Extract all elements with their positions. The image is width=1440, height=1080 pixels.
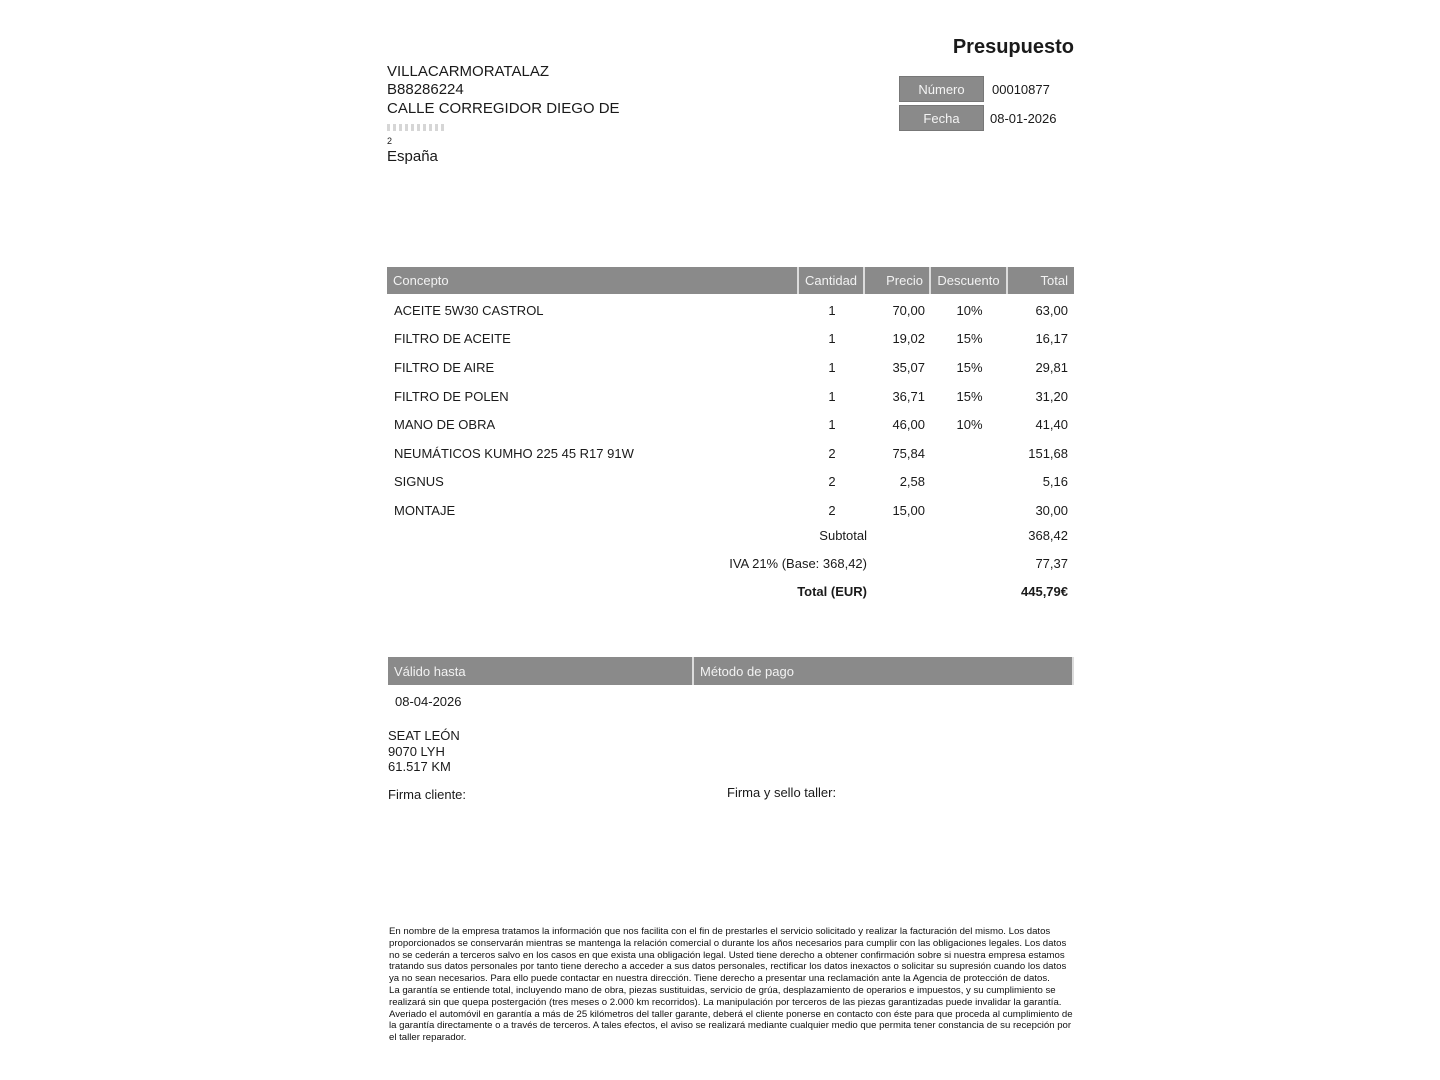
row-discount: 10% (956, 302, 983, 318)
row-concept: NEUMÁTICOS KUMHO 225 45 R17 91W (394, 445, 634, 461)
header-discount: Descuento (931, 267, 1008, 294)
client-signature-label: Firma cliente: (388, 787, 467, 802)
summary-subtotal (387, 528, 1074, 543)
row-concept: MANO DE OBRA (394, 417, 496, 433)
payment-header (388, 657, 1074, 685)
summary-iva (387, 556, 1074, 571)
company-country: España (387, 147, 438, 165)
table-row (387, 325, 1074, 354)
row-price: 75,84 (892, 445, 925, 461)
legal-notice (389, 926, 1073, 1044)
row-quantity: 2 (828, 474, 836, 490)
row-discount: 15% (956, 388, 983, 404)
workshop-signature-label: Firma y sello taller: (727, 785, 837, 800)
items-table-body (387, 296, 1074, 525)
valid-until-label: Válido hasta (388, 657, 694, 685)
company-city-fragment: 2 (387, 135, 393, 146)
vehicle-km: 61.517 KM (388, 759, 451, 774)
company-tax-id: B88286224 (387, 81, 464, 99)
meta-number-row (899, 75, 1057, 103)
header-price: Precio (865, 267, 931, 294)
row-quantity: 1 (828, 417, 836, 433)
total-value: 445,79€ (1021, 584, 1068, 599)
table-row (387, 468, 1074, 497)
table-row (387, 496, 1074, 525)
row-quantity: 1 (828, 388, 836, 404)
row-total: 16,17 (1035, 331, 1068, 347)
iva-value: 77,37 (1035, 556, 1068, 571)
row-price: 15,00 (892, 502, 925, 518)
privacy-notice: En nombre de la empresa tratamos la información que nos facilita con el fin de prestarles el servicio solicitado y realizar la facturación del mismo. Los datos proporcionados se conservarán mientras se mantenga la relación comercial o durante los años necesarios para cumplir con las obligaciones legales. Los datos no se cederán a terceros salvo en los casos en que exista una obligación legal. Usted tiene derecho a obtener confirmación sobre si nuestra empresa estamos tratando sus datos personales por tanto tiene derecho a acceder a sus datos personales, rectificar los datos inexactos o solicitar su supresión cuando los datos ya no sean necesarios. Para ello puede contactar en nuestra dirección. Tiene derecho a presentar una reclamación ante la Agencia de protección de datos. (389, 926, 1067, 985)
row-discount: 15% (956, 359, 983, 375)
table-row (387, 296, 1074, 325)
row-price: 70,00 (892, 302, 925, 318)
vehicle-plate: 9070 LYH (388, 743, 445, 759)
table-row (387, 382, 1074, 411)
row-total: 31,20 (1035, 388, 1068, 404)
row-price: 2,58 (899, 474, 925, 490)
row-concept: MONTAJE (394, 502, 456, 518)
company-address: CALLE CORREGIDOR DIEGO DE (387, 99, 620, 117)
subtotal-value: 368,42 (1028, 528, 1068, 543)
items-table-header (387, 267, 1074, 294)
row-quantity: 2 (828, 445, 836, 461)
vehicle-model: SEAT LEÓN (388, 728, 460, 743)
meta-number-label: Número (899, 76, 984, 102)
meta-date-value: 08-01-2026 (990, 110, 1057, 126)
vehicle-block (388, 728, 460, 775)
row-total: 41,40 (1035, 417, 1068, 433)
row-price: 46,00 (892, 417, 925, 433)
document-meta (899, 75, 1057, 133)
table-row (387, 410, 1074, 439)
row-concept: ACEITE 5W30 CASTROL (394, 302, 544, 318)
company-block (387, 63, 620, 166)
row-quantity: 2 (828, 502, 836, 518)
summary-total (387, 584, 1074, 599)
row-concept: FILTRO DE ACEITE (394, 331, 511, 347)
row-discount: 15% (956, 331, 983, 347)
row-concept: FILTRO DE POLEN (394, 388, 509, 404)
row-price: 19,02 (892, 331, 925, 347)
meta-date-label: Fecha (899, 105, 984, 131)
document-title: Presupuesto (952, 36, 1074, 58)
header-total: Total (1008, 267, 1074, 294)
row-discount: 10% (956, 417, 983, 433)
row-price: 36,71 (892, 388, 925, 404)
row-total: 5,16 (1042, 474, 1068, 490)
iva-label: IVA 21% (Base: 368,42) (729, 556, 867, 571)
warranty-notice: La garantía se entiende total, incluyendo mano de obra, piezas sustituidas, servicio de grúa, desplazamiento de operarios e impuestos, y su cumplimiento se realizará sin que quepa postergación (tres meses o 2.000 km recorridos). La manipulación por terceros de las piezas garantizadas puede invalidar la garantía. Averiado el automóvil en garantía a más de 25 kilómetros del taller garante, deberá el cliente ponerse en contacto con éste para que proceda al cumplimiento de la garantía directamente o a través de terceros. A tales efectos, el aviso se realizará mediante cualquier medio que permita tener constancia de su recepción por el taller reparador. (389, 984, 1073, 1044)
row-total: 30,00 (1035, 502, 1068, 518)
meta-number-value: 00010877 (992, 81, 1050, 97)
payment-method-label: Método de pago (694, 657, 1074, 685)
subtotal-label: Subtotal (819, 528, 867, 543)
row-total: 29,81 (1035, 359, 1068, 375)
row-quantity: 1 (828, 302, 836, 318)
valid-until-value: 08-04-2026 (395, 694, 462, 709)
meta-date-row (899, 104, 1057, 132)
row-concept: FILTRO DE AIRE (394, 359, 495, 375)
total-label: Total (EUR) (797, 584, 867, 599)
table-row (387, 439, 1074, 468)
row-concept: SIGNUS (394, 474, 444, 490)
header-quantity: Cantidad (799, 267, 865, 294)
row-total: 63,00 (1035, 302, 1068, 318)
header-concept: Concepto (387, 267, 799, 294)
table-row (387, 353, 1074, 382)
row-quantity: 1 (828, 331, 836, 347)
row-price: 35,07 (892, 359, 925, 375)
company-name: VILLACARMORATALAZ (387, 63, 549, 80)
row-quantity: 1 (828, 359, 836, 375)
redacted-line (387, 118, 620, 136)
row-total: 151,68 (1028, 445, 1068, 461)
